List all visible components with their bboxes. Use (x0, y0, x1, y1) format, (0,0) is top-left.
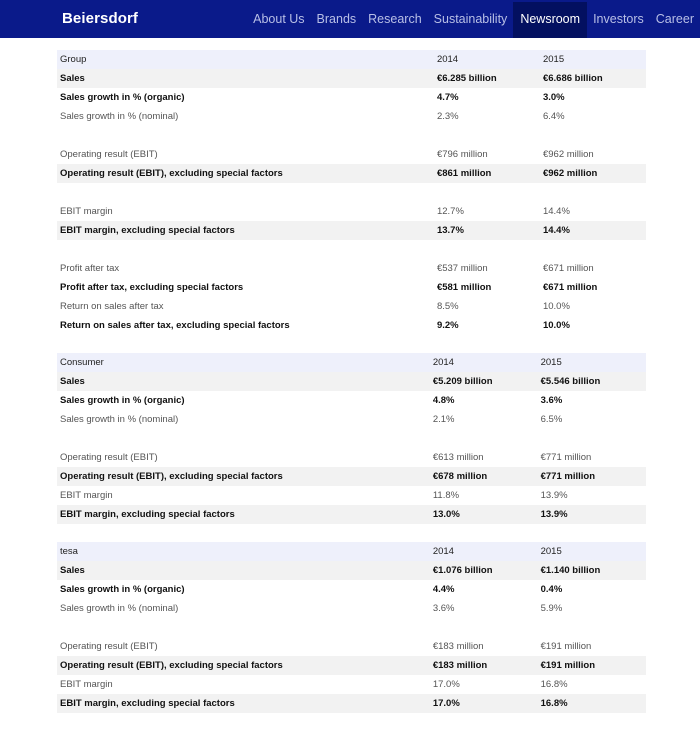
row-value: €183 million (430, 656, 538, 675)
row-label: Sales growth in % (nominal) (60, 111, 179, 122)
row-value: 0.4% (540, 584, 563, 595)
row-value: €1.076 billion (430, 561, 538, 580)
row-value: 2.3% (436, 111, 459, 122)
row-value: 11.8% (432, 490, 460, 501)
row-value: €678 million (430, 467, 538, 486)
row-label: Sales growth in % (nominal) (60, 414, 179, 425)
table-row (57, 391, 646, 410)
key-figures-tables (57, 50, 646, 713)
top-nav-bar (0, 0, 700, 38)
spacer-cell (57, 183, 646, 202)
tesa-table (57, 542, 646, 713)
table-row (57, 486, 646, 505)
row-value: 13.0% (430, 505, 538, 524)
table-gap (57, 335, 646, 353)
row-value: €962 million (540, 164, 646, 183)
row-label: Operating result (EBIT), excluding special factors (57, 467, 430, 486)
nav-newsroom[interactable]: Newsroom (513, 0, 587, 38)
row-value: 14.4% (540, 221, 646, 240)
row-value: 2.1% (432, 414, 455, 425)
row-value: 6.5% (540, 414, 563, 425)
row-value: 5.9% (540, 603, 563, 614)
table-row (57, 580, 646, 599)
row-value: €581 million (436, 282, 492, 293)
spacer-row (57, 618, 646, 637)
row-label: EBIT margin (60, 679, 113, 690)
column-header: tesa (57, 542, 430, 561)
row-value: 8.5% (436, 301, 459, 312)
row-label: Sales growth in % (organic) (60, 584, 185, 595)
row-label: Return on sales after tax (60, 301, 164, 312)
row-label: Operating result (EBIT) (60, 452, 158, 463)
table-row (57, 221, 646, 240)
row-value: 10.0% (542, 301, 570, 312)
table-row (57, 372, 646, 391)
table-row (57, 259, 646, 278)
row-value: €671 million (542, 263, 594, 274)
column-header: Group (57, 50, 434, 69)
nav-about-us[interactable]: About Us (253, 12, 305, 26)
spacer-row (57, 240, 646, 259)
row-label: Profit after tax (60, 263, 120, 274)
table-row (57, 467, 646, 486)
column-header: 2015 (540, 50, 646, 69)
row-value: 3.6% (540, 395, 563, 406)
row-value: €191 million (540, 641, 592, 652)
row-label: EBIT margin, excluding special factors (57, 694, 430, 713)
column-header: 2015 (538, 353, 646, 372)
consumer-table (57, 353, 646, 524)
row-label: EBIT margin, excluding special factors (57, 221, 434, 240)
nav-brands[interactable]: Brands (316, 12, 357, 26)
row-label: Sales growth in % (organic) (60, 92, 185, 103)
row-value: 13.9% (538, 505, 646, 524)
column-header: 2015 (538, 542, 646, 561)
row-label: Profit after tax, excluding special factors (60, 282, 244, 293)
table-row (57, 637, 646, 656)
row-label: Operating result (EBIT) (60, 641, 158, 652)
row-value: €613 million (432, 452, 484, 463)
main-nav (247, 0, 700, 38)
table-header-row (57, 50, 646, 69)
spacer-row (57, 126, 646, 145)
column-header: 2014 (430, 542, 538, 561)
spacer-row (57, 429, 646, 448)
table-gap (57, 524, 646, 542)
row-value: 9.2% (436, 320, 459, 331)
row-value: 3.0% (542, 92, 565, 103)
nav-sustainability[interactable]: Sustainability (433, 12, 508, 26)
spacer-cell (57, 126, 646, 145)
row-value: 16.8% (538, 694, 646, 713)
table-row (57, 316, 646, 335)
table-row (57, 675, 646, 694)
nav-investors[interactable]: Investors (593, 12, 644, 26)
group-table (57, 50, 646, 335)
row-label: Sales (57, 372, 430, 391)
row-value: €1.140 billion (538, 561, 646, 580)
row-value: 4.8% (432, 395, 455, 406)
row-label: Sales growth in % (organic) (60, 395, 185, 406)
table-row (57, 278, 646, 297)
row-label: Operating result (EBIT), excluding special factors (57, 656, 430, 675)
row-value: €671 million (542, 282, 598, 293)
table-header-row (57, 542, 646, 561)
spacer-cell (57, 618, 646, 637)
table-row (57, 69, 646, 88)
row-value: 13.7% (434, 221, 540, 240)
table-row (57, 202, 646, 221)
table-row (57, 297, 646, 316)
row-value: 16.8% (540, 679, 568, 690)
table-header-row (57, 353, 646, 372)
table-row (57, 88, 646, 107)
column-header: 2014 (430, 353, 538, 372)
table-row (57, 505, 646, 524)
table-row (57, 410, 646, 429)
table-row (57, 164, 646, 183)
nav-research[interactable]: Research (368, 12, 422, 26)
row-label: Sales (57, 69, 434, 88)
row-value: €5.546 billion (538, 372, 646, 391)
row-value: €861 million (434, 164, 540, 183)
row-label: EBIT margin (60, 490, 113, 501)
row-value: €191 million (538, 656, 646, 675)
spacer-row (57, 183, 646, 202)
table-row (57, 107, 646, 126)
spacer-cell (57, 240, 646, 259)
row-label: Return on sales after tax, excluding special factors (60, 320, 290, 331)
row-value: €796 million (436, 149, 488, 160)
row-value: €771 million (538, 467, 646, 486)
row-label: Operating result (EBIT), excluding special factors (57, 164, 434, 183)
row-value: €6.285 billion (434, 69, 540, 88)
row-label: Operating result (EBIT) (60, 149, 158, 160)
row-value: €537 million (436, 263, 488, 274)
column-header: 2014 (434, 50, 540, 69)
table-row (57, 561, 646, 580)
table-row (57, 694, 646, 713)
table-row (57, 448, 646, 467)
column-header: Consumer (57, 353, 430, 372)
nav-career[interactable]: Career (655, 12, 694, 26)
row-label: EBIT margin (60, 206, 113, 217)
row-value: €6.686 billion (540, 69, 646, 88)
row-value: 10.0% (542, 320, 570, 331)
row-value: €5.209 billion (430, 372, 538, 391)
row-value: 13.9% (540, 490, 568, 501)
row-value: €962 million (542, 149, 594, 160)
row-value: 12.7% (436, 206, 464, 217)
row-label: EBIT margin, excluding special factors (57, 505, 430, 524)
row-value: 17.0% (430, 694, 538, 713)
spacer-cell (57, 429, 646, 448)
table-row (57, 599, 646, 618)
row-value: 4.4% (432, 584, 455, 595)
row-value: €771 million (540, 452, 592, 463)
row-label: Sales (57, 561, 430, 580)
table-row (57, 145, 646, 164)
row-value: 6.4% (542, 111, 565, 122)
row-label: Sales growth in % (nominal) (60, 603, 179, 614)
row-value: €183 million (432, 641, 484, 652)
row-value: 3.6% (432, 603, 455, 614)
row-value: 4.7% (436, 92, 459, 103)
beiersdorf-logo[interactable]: Beiersdorf (62, 10, 139, 27)
row-value: 14.4% (542, 206, 570, 217)
row-value: 17.0% (432, 679, 460, 690)
table-row (57, 656, 646, 675)
